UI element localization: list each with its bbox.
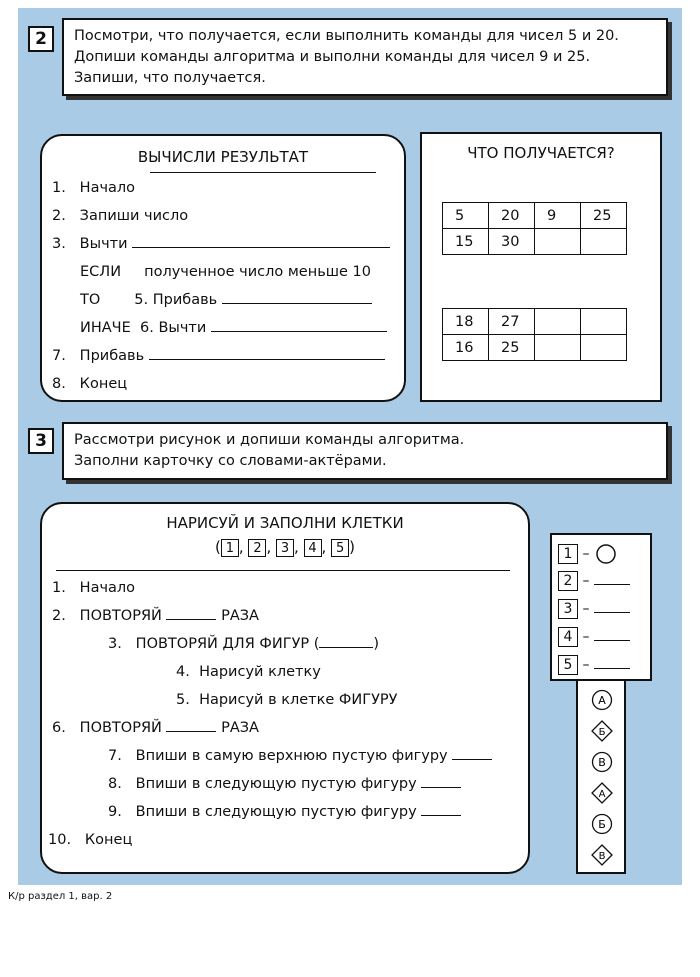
instruction-line: Допиши команды алгоритма и выполни команды для чисел 9 и 25. bbox=[74, 49, 591, 65]
cells-list: ( 1 , 2 , 3 , 4 , 5 ) bbox=[215, 538, 355, 556]
answer-blank[interactable] bbox=[421, 814, 461, 816]
algorithm-step-6: 6. ПОВТОРЯЙ РАЗА bbox=[52, 720, 259, 736]
diamond-figure-icon bbox=[591, 782, 613, 804]
algorithm-step-8: 8. Впиши в следующую пустую фигуру bbox=[108, 776, 461, 792]
circle-icon bbox=[594, 543, 618, 565]
cell-square: 1 bbox=[221, 539, 239, 557]
answer-cell[interactable] bbox=[581, 229, 627, 255]
card-cell-number: 4 bbox=[558, 627, 578, 647]
card-cell-number: 1 bbox=[558, 544, 578, 564]
answer-cell[interactable] bbox=[535, 335, 581, 361]
results-title: ЧТО ПОЛУЧАЕТСЯ? bbox=[467, 144, 615, 162]
figure-letter: А bbox=[598, 789, 606, 800]
table-row bbox=[443, 335, 627, 361]
answer-blank[interactable] bbox=[166, 618, 216, 620]
answer-blank[interactable] bbox=[594, 583, 630, 585]
table-cell: 25 bbox=[489, 335, 535, 361]
table-row bbox=[443, 203, 627, 229]
answer-cell[interactable] bbox=[581, 309, 627, 335]
task-2-instruction bbox=[62, 18, 668, 96]
task-3-instruction bbox=[62, 422, 668, 480]
algorithm-step-1: 1. Начало bbox=[52, 180, 136, 196]
algorithm-step-7: 7. Впиши в самую верхнюю пустую фигуру bbox=[108, 748, 492, 764]
card-row-1: 1 – bbox=[558, 543, 618, 565]
cell-square: 4 bbox=[304, 539, 322, 557]
table-row bbox=[443, 309, 627, 335]
diamond-figure-icon bbox=[591, 844, 613, 866]
what-results-panel bbox=[420, 132, 662, 402]
diamond-figure-icon bbox=[591, 720, 613, 742]
page-footer: К/р раздел 1, вар. 2 bbox=[8, 891, 113, 902]
card-cell-number: 5 bbox=[558, 655, 578, 675]
figure-letter: А bbox=[598, 694, 606, 707]
figure-letter: В bbox=[598, 756, 606, 769]
circle-figure-icon bbox=[591, 689, 613, 711]
algorithm-step-9: 9. Впиши в следующую пустую фигуру bbox=[108, 804, 461, 820]
task-3-number: 3 bbox=[28, 428, 54, 454]
table-cell: 5 bbox=[443, 203, 489, 229]
title-underline bbox=[150, 172, 376, 173]
algorithm-step-4: 4. Нарисуй клетку bbox=[176, 664, 321, 680]
card-cell-number: 2 bbox=[558, 571, 578, 591]
answer-cell[interactable] bbox=[581, 335, 627, 361]
table-cell: 18 bbox=[443, 309, 489, 335]
task-2-number: 2 bbox=[28, 26, 54, 52]
condition-else: ИНАЧЕ 6. Вычти bbox=[80, 320, 387, 336]
compute-result-algorithm bbox=[40, 134, 406, 402]
circle-figure-icon bbox=[591, 813, 613, 835]
condition-if: ЕСЛИ полученное число меньше 10 bbox=[80, 264, 371, 280]
cell-square: 5 bbox=[331, 539, 349, 557]
results-table-1 bbox=[442, 202, 627, 255]
answer-blank[interactable] bbox=[319, 646, 373, 648]
answer-cell[interactable] bbox=[535, 229, 581, 255]
table-cell: 9 bbox=[535, 203, 581, 229]
algorithm-step-2: 2. Запиши число bbox=[52, 208, 189, 224]
instruction-line: Посмотри, что получается, если выполнить команды для чисел 5 и 20. bbox=[74, 28, 619, 44]
title-underline bbox=[56, 570, 510, 571]
card-row-3: 3 – bbox=[558, 599, 630, 621]
card-row-4: 4 – bbox=[558, 627, 630, 649]
answer-blank[interactable] bbox=[132, 246, 390, 248]
instruction-line: Рассмотри рисунок и допиши команды алгоритма. bbox=[74, 432, 465, 448]
figure-letter: Б bbox=[598, 818, 606, 831]
algorithm-step-2: 2. ПОВТОРЯЙ РАЗА bbox=[52, 608, 259, 624]
answer-blank[interactable] bbox=[149, 358, 385, 360]
condition-then: ТО 5. Прибавь bbox=[80, 292, 372, 308]
algorithm-step-5: 5. Нарисуй в клетке ФИГУРУ bbox=[176, 692, 398, 708]
answer-blank[interactable] bbox=[166, 730, 216, 732]
algorithm-step-1: 1. Начало bbox=[52, 580, 136, 596]
table-cell: 20 bbox=[489, 203, 535, 229]
table-cell: 15 bbox=[443, 229, 489, 255]
algorithm-step-7: 7. Прибавь bbox=[52, 348, 385, 364]
results-table-2 bbox=[442, 308, 627, 361]
algorithm-step-8: 8. Конец bbox=[52, 376, 128, 392]
figures-strip bbox=[576, 681, 626, 874]
actor-words-card bbox=[550, 533, 652, 681]
instruction-line: Заполни карточку со словами-актёрами. bbox=[74, 453, 387, 469]
draw-and-fill-algorithm bbox=[40, 502, 530, 874]
algorithm-title: ВЫЧИСЛИ РЕЗУЛЬТАТ bbox=[137, 148, 309, 166]
table-cell: 30 bbox=[489, 229, 535, 255]
answer-blank[interactable] bbox=[594, 611, 630, 613]
algorithm-step-3: 3. ПОВТОРЯЙ ДЛЯ ФИГУР ( ) bbox=[108, 636, 380, 652]
table-cell: 16 bbox=[443, 335, 489, 361]
answer-blank[interactable] bbox=[452, 758, 492, 760]
card-row-2: 2 – bbox=[558, 571, 630, 593]
table-cell: 27 bbox=[489, 309, 535, 335]
answer-cell[interactable] bbox=[535, 309, 581, 335]
figure-letter: В bbox=[598, 851, 606, 862]
cell-square: 3 bbox=[276, 539, 294, 557]
figure-letter: Б bbox=[598, 727, 606, 738]
answer-blank[interactable] bbox=[222, 302, 372, 304]
answer-blank[interactable] bbox=[211, 330, 387, 332]
circle-figure-icon bbox=[591, 751, 613, 773]
answer-blank[interactable] bbox=[421, 786, 461, 788]
cell-square: 2 bbox=[248, 539, 266, 557]
card-cell-number: 3 bbox=[558, 599, 578, 619]
answer-blank[interactable] bbox=[594, 667, 630, 669]
table-row bbox=[443, 229, 627, 255]
answer-blank[interactable] bbox=[594, 639, 630, 641]
instruction-line: Запиши, что получается. bbox=[74, 70, 266, 86]
algorithm-step-3: 3. Вычти bbox=[52, 236, 390, 252]
card-row-5: 5 – bbox=[558, 655, 630, 677]
algorithm-title: НАРИСУЙ И ЗАПОЛНИ КЛЕТКИ bbox=[166, 514, 404, 532]
algorithm-step-10: 10. Конец bbox=[48, 832, 133, 848]
table-cell: 25 bbox=[581, 203, 627, 229]
